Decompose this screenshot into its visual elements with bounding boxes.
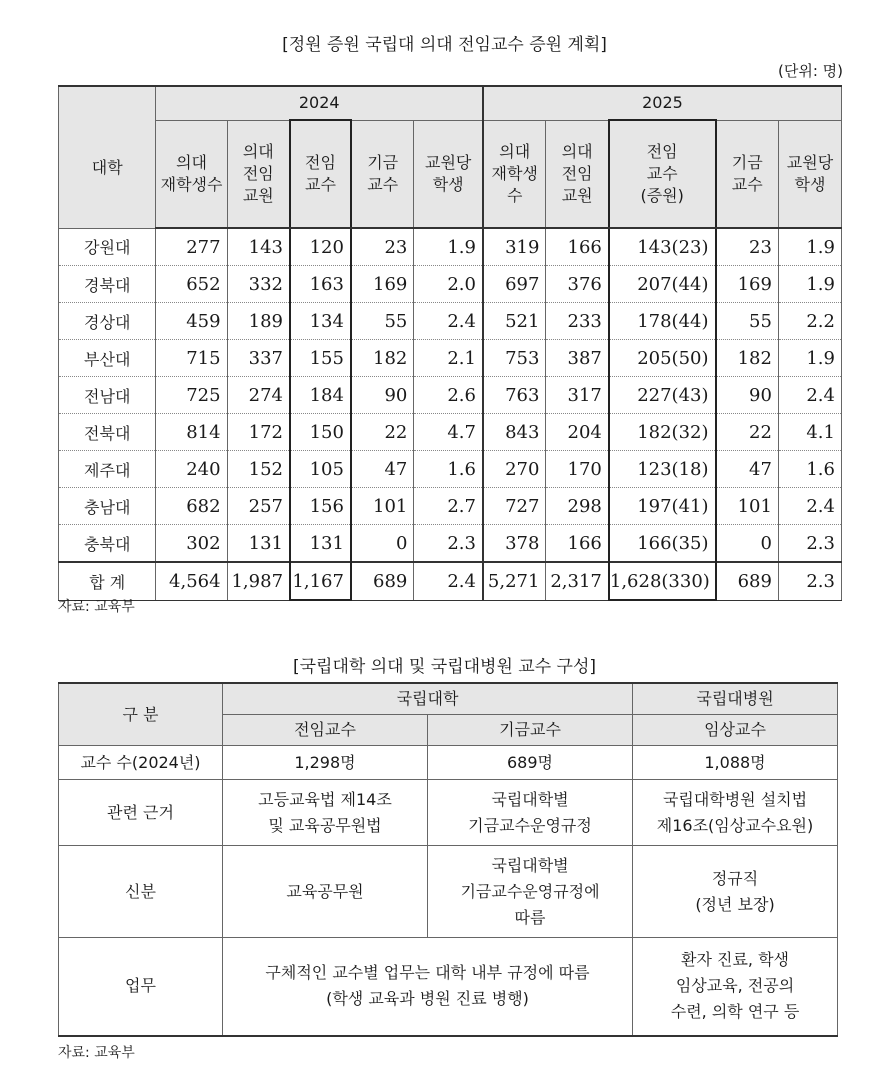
table1-unit: (단위: 명) — [778, 62, 843, 80]
data-cell: 521 — [483, 303, 546, 340]
header-clinical-prof: 임상교수 — [633, 715, 838, 746]
data-cell: 163 — [290, 266, 351, 303]
data-cell: 205(50) — [609, 340, 716, 377]
data-cell: 55 — [351, 303, 414, 340]
subheader-h2024-2: 전임 교수 — [290, 120, 351, 228]
data-cell: 2.1 — [414, 340, 483, 377]
total-label: 합 계 — [59, 562, 156, 600]
table-row — [59, 488, 842, 525]
table-row — [59, 228, 842, 266]
data-cell: 204 — [546, 414, 609, 451]
data-cell: 240 — [156, 451, 227, 488]
table1-title: [정원 증원 국립대 의대 전임교수 증원 계획] — [282, 35, 607, 55]
data-cell: 143 — [227, 228, 290, 266]
table-row — [59, 377, 842, 414]
row-label-duty: 업무 — [59, 938, 223, 1036]
univ-name: 경상대 — [59, 303, 156, 340]
data-cell: 270 — [483, 451, 546, 488]
data-cell: 257 — [227, 488, 290, 525]
data-cell: 105 — [290, 451, 351, 488]
faculty-increase-table — [58, 85, 842, 601]
data-cell: 166 — [546, 228, 609, 266]
data-cell: 2.2 — [778, 303, 841, 340]
data-cell: 376 — [546, 266, 609, 303]
data-cell: 337 — [227, 340, 290, 377]
data-cell: 131 — [227, 525, 290, 563]
header-fund-prof: 기금교수 — [428, 715, 633, 746]
data-cell: 101 — [716, 488, 779, 525]
data-cell: 4.7 — [414, 414, 483, 451]
data-cell: 169 — [351, 266, 414, 303]
data-cell: 302 — [156, 525, 227, 563]
header-corner: 구 분 — [59, 683, 223, 746]
cell-duty-shared: 구체적인 교수별 업무는 대학 내부 규정에 따름 (학생 교육과 병원 진료 병행) — [223, 938, 633, 1036]
data-cell: 682 — [156, 488, 227, 525]
data-cell: 182 — [351, 340, 414, 377]
univ-name: 충북대 — [59, 525, 156, 563]
data-cell: 697 — [483, 266, 546, 303]
cell-count-fund: 689명 — [428, 746, 633, 780]
table2-source: 자료: 교육부 — [58, 1045, 135, 1061]
data-cell: 689 — [716, 562, 779, 600]
data-cell: 1.9 — [778, 228, 841, 266]
cell-count-clinical: 1,088명 — [633, 746, 838, 780]
cell-status-clinical: 정규직 (정년 보장) — [633, 846, 838, 938]
data-cell: 23 — [716, 228, 779, 266]
data-cell: 55 — [716, 303, 779, 340]
data-cell: 319 — [483, 228, 546, 266]
data-cell: 1.9 — [778, 340, 841, 377]
data-cell: 101 — [351, 488, 414, 525]
data-cell: 5,271 — [483, 562, 546, 600]
data-cell: 166(35) — [609, 525, 716, 563]
data-cell: 152 — [227, 451, 290, 488]
cell-duty-clinical: 환자 진료, 학생 임상교육, 전공의 수련, 의학 연구 등 — [633, 938, 838, 1036]
subheader-h2024-1: 의대 전임 교원 — [227, 120, 290, 228]
data-cell: 184 — [290, 377, 351, 414]
data-cell: 143(23) — [609, 228, 716, 266]
data-cell: 2.4 — [778, 488, 841, 525]
data-cell: 182(32) — [609, 414, 716, 451]
professor-composition-table — [58, 682, 838, 1037]
data-cell: 1.9 — [414, 228, 483, 266]
data-cell: 1,987 — [227, 562, 290, 600]
data-cell: 0 — [351, 525, 414, 563]
data-cell: 843 — [483, 414, 546, 451]
data-cell: 207(44) — [609, 266, 716, 303]
data-cell: 172 — [227, 414, 290, 451]
data-cell: 725 — [156, 377, 227, 414]
data-cell: 178(44) — [609, 303, 716, 340]
data-cell: 2.3 — [778, 562, 841, 600]
data-cell: 0 — [716, 525, 779, 563]
header-fulltime-prof: 전임교수 — [223, 715, 428, 746]
univ-name: 전남대 — [59, 377, 156, 414]
table2-title: [국립대학 의대 및 국립대병원 교수 구성] — [292, 657, 597, 677]
data-cell: 1,167 — [290, 562, 351, 600]
subheader-h2025-1: 의대 전임 교원 — [546, 120, 609, 228]
univ-name: 부산대 — [59, 340, 156, 377]
cell-basis-clinical: 국립대학병원 설치법 제16조(임상교수요원) — [633, 780, 838, 846]
data-cell: 652 — [156, 266, 227, 303]
univ-name: 강원대 — [59, 228, 156, 266]
data-cell: 120 — [290, 228, 351, 266]
data-cell: 47 — [716, 451, 779, 488]
data-cell: 182 — [716, 340, 779, 377]
table-row — [59, 303, 842, 340]
data-cell: 378 — [483, 525, 546, 563]
data-cell: 169 — [716, 266, 779, 303]
data-cell: 298 — [546, 488, 609, 525]
data-cell: 1.9 — [778, 266, 841, 303]
data-cell: 277 — [156, 228, 227, 266]
table-row — [59, 525, 842, 563]
data-cell: 727 — [483, 488, 546, 525]
data-cell: 387 — [546, 340, 609, 377]
data-cell: 134 — [290, 303, 351, 340]
data-cell: 2.4 — [778, 377, 841, 414]
subheader-h2024-0: 의대 재학생수 — [156, 120, 227, 228]
data-cell: 332 — [227, 266, 290, 303]
row-label-status: 신분 — [59, 846, 223, 938]
cell-count-fulltime: 1,298명 — [223, 746, 428, 780]
table-row — [59, 414, 842, 451]
total-row — [59, 562, 842, 600]
row-label-count: 교수 수(2024년) — [59, 746, 223, 780]
cell-basis-fulltime: 고등교육법 제14조 및 교육공무원법 — [223, 780, 428, 846]
data-cell: 753 — [483, 340, 546, 377]
data-cell: 1.6 — [778, 451, 841, 488]
data-cell: 2.4 — [414, 303, 483, 340]
data-cell: 2.3 — [778, 525, 841, 563]
data-cell: 227(43) — [609, 377, 716, 414]
subheader-h2025-2: 전임 교수 (증원) — [609, 120, 716, 228]
data-cell: 189 — [227, 303, 290, 340]
header-univ: 대학 — [59, 86, 156, 228]
cell-status-fund: 국립대학별 기금교수운영규정에 따름 — [428, 846, 633, 938]
subheader-h2024-4: 교원당 학생 — [414, 120, 483, 228]
data-cell: 150 — [290, 414, 351, 451]
data-cell: 170 — [546, 451, 609, 488]
table-row — [59, 451, 842, 488]
data-cell: 47 — [351, 451, 414, 488]
univ-name: 경북대 — [59, 266, 156, 303]
header-national-hospital: 국립대병원 — [633, 683, 838, 715]
header-year-2025: 2025 — [483, 86, 842, 120]
subheader-h2025-0: 의대 재학생 수 — [483, 120, 546, 228]
data-cell: 22 — [716, 414, 779, 451]
data-cell: 4.1 — [778, 414, 841, 451]
data-cell: 90 — [716, 377, 779, 414]
data-cell: 197(41) — [609, 488, 716, 525]
data-cell: 2,317 — [546, 562, 609, 600]
table-row — [59, 266, 842, 303]
data-cell: 715 — [156, 340, 227, 377]
univ-name: 전북대 — [59, 414, 156, 451]
data-cell: 22 — [351, 414, 414, 451]
data-cell: 23 — [351, 228, 414, 266]
data-cell: 166 — [546, 525, 609, 563]
row-label-basis: 관련 근거 — [59, 780, 223, 846]
data-cell: 1.6 — [414, 451, 483, 488]
data-cell: 156 — [290, 488, 351, 525]
data-cell: 1,628(330) — [609, 562, 716, 600]
subheader-h2024-3: 기금 교수 — [351, 120, 414, 228]
data-cell: 459 — [156, 303, 227, 340]
data-cell: 2.7 — [414, 488, 483, 525]
cell-status-fulltime: 교육공무원 — [223, 846, 428, 938]
data-cell: 90 — [351, 377, 414, 414]
univ-name: 충남대 — [59, 488, 156, 525]
table-row — [59, 340, 842, 377]
data-cell: 274 — [227, 377, 290, 414]
subheader-h2025-4: 교원당 학생 — [778, 120, 841, 228]
header-national-univ: 국립대학 — [223, 683, 633, 715]
data-cell: 763 — [483, 377, 546, 414]
cell-basis-fund: 국립대학별 기금교수운영규정 — [428, 780, 633, 846]
data-cell: 814 — [156, 414, 227, 451]
data-cell: 155 — [290, 340, 351, 377]
data-cell: 2.4 — [414, 562, 483, 600]
data-cell: 2.0 — [414, 266, 483, 303]
data-cell: 689 — [351, 562, 414, 600]
subheader-h2025-3: 기금 교수 — [716, 120, 779, 228]
data-cell: 4,564 — [156, 562, 227, 600]
data-cell: 2.3 — [414, 525, 483, 563]
data-cell: 131 — [290, 525, 351, 563]
data-cell: 317 — [546, 377, 609, 414]
header-year-2024: 2024 — [156, 86, 483, 120]
data-cell: 123(18) — [609, 451, 716, 488]
table1-source: 자료: 교육부 — [58, 599, 135, 615]
data-cell: 2.6 — [414, 377, 483, 414]
data-cell: 233 — [546, 303, 609, 340]
univ-name: 제주대 — [59, 451, 156, 488]
